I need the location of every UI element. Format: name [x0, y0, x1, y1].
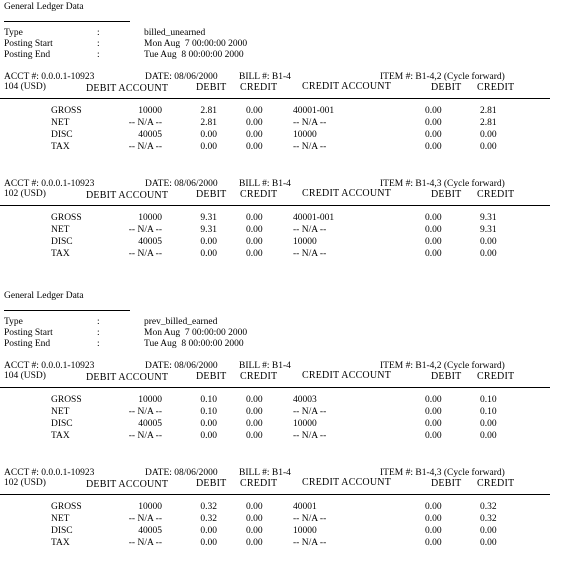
meta-label: Type	[4, 28, 23, 38]
debit-account-cell: -- N/A --	[128, 118, 162, 128]
credit-2-cell: 0.00	[480, 130, 497, 140]
debit-2-cell: 0.00	[425, 213, 442, 223]
credit-cell: 0.00	[246, 407, 263, 417]
meta-value: Mon Aug 7 00:00:00 2000	[144, 328, 248, 338]
bill-date: DATE: 08/06/2000	[145, 179, 218, 189]
bill-date: DATE: 08/06/2000	[145, 468, 218, 478]
column-header-debit: DEBIT	[196, 478, 227, 489]
column-header-credit-2: CREDIT	[477, 478, 515, 489]
credit-cell: 0.00	[246, 106, 263, 116]
table-row	[0, 236, 563, 248]
meta-value: billed_unearned	[144, 28, 206, 38]
credit-cell: 0.00	[246, 526, 263, 536]
column-header-credit-2: CREDIT	[477, 371, 515, 382]
header-rule	[0, 98, 550, 99]
credit-cell: 0.00	[246, 213, 263, 223]
bill-number: BILL #: B1-4	[239, 72, 291, 82]
row-label: DISC	[51, 526, 73, 536]
debit-cell: 0.10	[200, 407, 217, 417]
table-row	[0, 430, 563, 442]
row-label: GROSS	[51, 502, 82, 512]
debit-cell: 2.81	[200, 118, 217, 128]
credit-account-cell: -- N/A --	[293, 431, 327, 441]
item-number: ITEM #: B1-4,3 (Cycle forward)	[380, 468, 505, 478]
debit-account-cell: -- N/A --	[128, 431, 162, 441]
debit-2-cell: 0.00	[425, 431, 442, 441]
meta-label: Type	[4, 317, 23, 327]
credit-cell: 0.00	[246, 249, 263, 259]
meta-label: Posting End	[4, 50, 51, 60]
debit-2-cell: 0.00	[425, 514, 442, 524]
debit-2-cell: 0.00	[425, 118, 442, 128]
meta-label: Posting Start	[4, 39, 53, 49]
meta-value: Mon Aug 7 00:00:00 2000	[144, 39, 248, 49]
table-row	[0, 141, 563, 153]
credit-2-cell: 0.10	[480, 395, 497, 405]
debit-2-cell: 0.00	[425, 526, 442, 536]
row-label: TAX	[51, 249, 70, 259]
meta-separator: :	[97, 50, 100, 60]
column-header-credit-2: CREDIT	[477, 189, 515, 200]
credit-account-cell: -- N/A --	[293, 514, 327, 524]
debit-cell: 0.00	[200, 526, 217, 536]
table-row	[0, 129, 563, 141]
debit-account-cell: 40005	[138, 130, 162, 140]
column-header-debit-account: DEBIT ACCOUNT	[86, 190, 169, 201]
table-row	[0, 525, 563, 537]
debit-cell: 0.00	[200, 249, 217, 259]
table-row	[0, 406, 563, 418]
credit-2-cell: 0.00	[480, 538, 497, 548]
column-header-credit: CREDIT	[240, 371, 278, 382]
row-label: TAX	[51, 431, 70, 441]
credit-2-cell: 0.32	[480, 514, 497, 524]
debit-cell: 0.00	[200, 431, 217, 441]
column-header-debit-account: DEBIT ACCOUNT	[86, 372, 169, 383]
table-row	[0, 224, 563, 236]
bill-date: DATE: 08/06/2000	[145, 72, 218, 82]
account-number: ACCT #: 0.0.0.1-10923	[4, 72, 95, 82]
column-header-credit-account: CREDIT ACCOUNT	[302, 188, 392, 199]
credit-account-cell: 40003	[293, 395, 317, 405]
debit-2-cell: 0.00	[425, 106, 442, 116]
row-label: NET	[51, 118, 70, 128]
column-header-debit-2: DEBIT	[431, 189, 462, 200]
column-header-credit: CREDIT	[240, 82, 278, 93]
row-label: NET	[51, 514, 70, 524]
debit-account-cell: -- N/A --	[128, 514, 162, 524]
debit-cell: 0.10	[200, 395, 217, 405]
bill-number: BILL #: B1-4	[239, 468, 291, 478]
credit-2-cell: 0.00	[480, 237, 497, 247]
credit-account-cell: -- N/A --	[293, 249, 327, 259]
bill-number: BILL #: B1-4	[239, 361, 291, 371]
ledger-entry	[0, 71, 563, 166]
credit-account-cell: -- N/A --	[293, 407, 327, 417]
credit-cell: 0.00	[246, 419, 263, 429]
heading-underline	[4, 21, 130, 22]
debit-2-cell: 0.00	[425, 249, 442, 259]
row-label: GROSS	[51, 106, 82, 116]
table-row	[0, 501, 563, 513]
column-header-debit-2: DEBIT	[431, 82, 462, 93]
meta-value: Tue Aug 8 00:00:00 2000	[144, 339, 244, 349]
column-header-debit-account: DEBIT ACCOUNT	[86, 83, 169, 94]
column-header-debit-2: DEBIT	[431, 478, 462, 489]
currency-code: 102 (USD)	[4, 478, 46, 488]
credit-cell: 0.00	[246, 431, 263, 441]
credit-2-cell: 9.31	[480, 213, 497, 223]
credit-account-cell: -- N/A --	[293, 118, 327, 128]
credit-account-cell: -- N/A --	[293, 225, 327, 235]
credit-cell: 0.00	[246, 514, 263, 524]
credit-2-cell: 2.81	[480, 106, 497, 116]
meta-value: Tue Aug 8 00:00:00 2000	[144, 50, 244, 60]
column-header-credit-account: CREDIT ACCOUNT	[302, 370, 392, 381]
ledger-section	[0, 289, 563, 574]
credit-2-cell: 0.00	[480, 249, 497, 259]
meta-separator: :	[97, 28, 100, 38]
section-heading: General Ledger Data	[4, 291, 84, 301]
column-header-debit: DEBIT	[196, 371, 227, 382]
debit-account-cell: 10000	[138, 502, 162, 512]
item-number: ITEM #: B1-4,3 (Cycle forward)	[380, 179, 505, 189]
table-row	[0, 537, 563, 549]
item-number: ITEM #: B1-4,2 (Cycle forward)	[380, 72, 505, 82]
credit-2-cell: 0.00	[480, 431, 497, 441]
debit-account-cell: 40005	[138, 526, 162, 536]
table-row	[0, 105, 563, 117]
account-number: ACCT #: 0.0.0.1-10923	[4, 468, 95, 478]
header-rule	[0, 494, 550, 495]
row-label: TAX	[51, 538, 70, 548]
row-label: DISC	[51, 419, 73, 429]
debit-account-cell: -- N/A --	[128, 407, 162, 417]
credit-2-cell: 9.31	[480, 225, 497, 235]
table-row	[0, 394, 563, 406]
debit-cell: 9.31	[200, 225, 217, 235]
meta-separator: :	[97, 328, 100, 338]
bill-date: DATE: 08/06/2000	[145, 361, 218, 371]
row-label: NET	[51, 407, 70, 417]
debit-cell: 9.31	[200, 213, 217, 223]
debit-account-cell: 40005	[138, 237, 162, 247]
debit-2-cell: 0.00	[425, 237, 442, 247]
row-label: DISC	[51, 130, 73, 140]
table-row	[0, 212, 563, 224]
column-header-debit: DEBIT	[196, 82, 227, 93]
bill-number: BILL #: B1-4	[239, 179, 291, 189]
credit-cell: 0.00	[246, 502, 263, 512]
debit-2-cell: 0.00	[425, 225, 442, 235]
column-header-credit: CREDIT	[240, 478, 278, 489]
meta-label: Posting Start	[4, 328, 53, 338]
row-label: GROSS	[51, 395, 82, 405]
debit-cell: 2.81	[200, 106, 217, 116]
account-number: ACCT #: 0.0.0.1-10923	[4, 361, 95, 371]
debit-account-cell: -- N/A --	[128, 225, 162, 235]
meta-separator: :	[97, 339, 100, 349]
debit-account-cell: -- N/A --	[128, 249, 162, 259]
currency-code: 104 (USD)	[4, 371, 46, 381]
credit-account-cell: 10000	[293, 130, 317, 140]
meta-separator: :	[97, 317, 100, 327]
column-header-debit-account: DEBIT ACCOUNT	[86, 479, 169, 490]
credit-cell: 0.00	[246, 130, 263, 140]
credit-cell: 0.00	[246, 395, 263, 405]
meta-label: Posting End	[4, 339, 51, 349]
debit-account-cell: 10000	[138, 213, 162, 223]
credit-cell: 0.00	[246, 118, 263, 128]
ledger-entry	[0, 467, 563, 562]
ledger-entry	[0, 360, 563, 455]
credit-account-cell: 40001	[293, 502, 317, 512]
credit-account-cell: 10000	[293, 419, 317, 429]
section-heading: General Ledger Data	[4, 2, 84, 12]
debit-2-cell: 0.00	[425, 130, 442, 140]
debit-cell: 0.32	[200, 502, 217, 512]
credit-cell: 0.00	[246, 538, 263, 548]
column-header-debit-2: DEBIT	[431, 371, 462, 382]
credit-cell: 0.00	[246, 142, 263, 152]
debit-account-cell: 10000	[138, 106, 162, 116]
debit-account-cell: 40005	[138, 419, 162, 429]
header-rule	[0, 205, 550, 206]
currency-code: 102 (USD)	[4, 189, 46, 199]
debit-cell: 0.32	[200, 514, 217, 524]
debit-cell: 0.00	[200, 130, 217, 140]
credit-cell: 0.00	[246, 237, 263, 247]
column-header-credit: CREDIT	[240, 189, 278, 200]
item-number: ITEM #: B1-4,2 (Cycle forward)	[380, 361, 505, 371]
column-header-debit: DEBIT	[196, 189, 227, 200]
debit-cell: 0.00	[200, 142, 217, 152]
credit-2-cell: 2.81	[480, 118, 497, 128]
debit-cell: 0.00	[200, 237, 217, 247]
debit-2-cell: 0.00	[425, 395, 442, 405]
column-header-credit-account: CREDIT ACCOUNT	[302, 477, 392, 488]
debit-account-cell: 10000	[138, 395, 162, 405]
account-number: ACCT #: 0.0.0.1-10923	[4, 179, 95, 189]
row-label: DISC	[51, 237, 73, 247]
credit-2-cell: 0.00	[480, 142, 497, 152]
table-row	[0, 248, 563, 260]
column-header-credit-account: CREDIT ACCOUNT	[302, 81, 392, 92]
debit-2-cell: 0.00	[425, 502, 442, 512]
row-label: GROSS	[51, 213, 82, 223]
table-row	[0, 418, 563, 430]
credit-2-cell: 0.00	[480, 419, 497, 429]
credit-account-cell: -- N/A --	[293, 538, 327, 548]
debit-cell: 0.00	[200, 538, 217, 548]
debit-cell: 0.00	[200, 419, 217, 429]
debit-2-cell: 0.00	[425, 538, 442, 548]
meta-value: prev_billed_earned	[144, 317, 218, 327]
credit-account-cell: 40001-001	[293, 106, 335, 116]
table-row	[0, 513, 563, 525]
credit-2-cell: 0.32	[480, 502, 497, 512]
credit-2-cell: 0.10	[480, 407, 497, 417]
row-label: TAX	[51, 142, 70, 152]
credit-cell: 0.00	[246, 225, 263, 235]
debit-2-cell: 0.00	[425, 142, 442, 152]
ledger-section	[0, 0, 563, 285]
meta-separator: :	[97, 39, 100, 49]
heading-underline	[4, 310, 130, 311]
credit-account-cell: 10000	[293, 237, 317, 247]
credit-account-cell: -- N/A --	[293, 142, 327, 152]
credit-account-cell: 10000	[293, 526, 317, 536]
debit-2-cell: 0.00	[425, 419, 442, 429]
column-header-credit-2: CREDIT	[477, 82, 515, 93]
credit-2-cell: 0.00	[480, 526, 497, 536]
debit-2-cell: 0.00	[425, 407, 442, 417]
debit-account-cell: -- N/A --	[128, 538, 162, 548]
header-rule	[0, 387, 550, 388]
table-row	[0, 117, 563, 129]
currency-code: 104 (USD)	[4, 82, 46, 92]
credit-account-cell: 40001-001	[293, 213, 335, 223]
ledger-entry	[0, 178, 563, 273]
debit-account-cell: -- N/A --	[128, 142, 162, 152]
row-label: NET	[51, 225, 70, 235]
